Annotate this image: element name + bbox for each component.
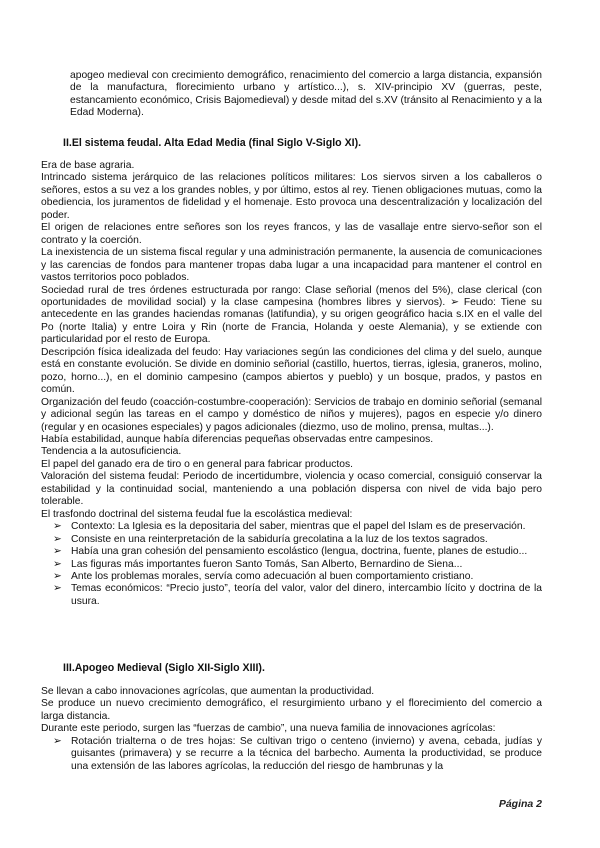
- paragraph: El trasfondo doctrinal del sistema feudal fue la escolástica medieval:: [41, 508, 353, 520]
- paragraph: Era de base agraria.: [41, 160, 135, 171]
- section-heading-medieval-apogee: III.Apogeo Medieval (Siglo XII-Siglo XIII).: [63, 662, 265, 674]
- list-item: ➢ Consiste en una reinterpretación de la sabiduría grecolatina a la luz de los textos sagrados.: [53, 533, 488, 545]
- page-number: Página 2: [498, 798, 542, 810]
- paragraph: Sociedad rural de tres órdenes estructurada por rango: Clase señorial (menos del 5%), clase clerical (con oportunidades de movilidad social) y la clase campesina (hombres libres y siervos). ➢ Feudo: Tiene su antecedente en las grandes haciendas romanas (latifundia), y su origen geográfico hacia s.IX en el valle del Po (norte Italia) y entre Loira y Rin (norte de Francia, Holanda y oeste Alemania), y se extiende con particularidad por el resto de Europa.: [41, 284, 542, 346]
- arrow-bullet-icon: ➢: [53, 533, 62, 545]
- section-body-medieval-apogee: [41, 686, 542, 773]
- arrow-bullet-icon: ➢: [53, 583, 62, 595]
- list-item: ➢ Las figuras más importantes fueron Santo Tomás, San Alberto, Bernardino de Siena...: [53, 558, 463, 570]
- paragraph: Se produce un nuevo crecimiento demográfico, el resurgimiento urbano y el florecimiento del comercio a larga distancia.: [41, 698, 542, 722]
- list-item: ➢ Temas económicos: “Precio justo”, teoría del valor, valor del dinero, intercambio lícito y doctrina de la usura.: [53, 583, 542, 607]
- paragraph: Valoración del sistema feudal: Periodo de incertidumbre, violencia y ocaso comercial, consiguió conservar la estabilidad y la continuidad social, manteniendo a una población dispersa con nivel de vida bajo pero tolerable.: [41, 471, 542, 508]
- paragraph: La inexistencia de un sistema fiscal regular y una administración permanente, la ausencia de comunicaciones y las carencias de fondos para mantener tropas daba lugar a una incapacidad para mantener el control en vastos territorios poco poblados.: [41, 247, 542, 284]
- innovations-bullet-list: [41, 736, 542, 773]
- paragraph: El papel del ganado era de tiro o en general para fabricar productos.: [41, 458, 353, 470]
- arrow-bullet-icon: ➢: [53, 558, 62, 570]
- section-heading-feudal-system: II.El sistema feudal. Alta Edad Media (final Siglo V-Siglo XI).: [63, 137, 362, 149]
- arrow-bullet-icon: ➢: [53, 521, 62, 533]
- paragraph: Organización del feudo (coacción-costumbre-cooperación): Servicios de trabajo en dominio señorial (semanal y adicional según las tareas en el campo y doméstico de niños y mujeres), pagos en especie y/o dinero (regular y en ocasiones especiales) y pagos adicionales (diezmo, uso de molino, prensa, multas...).: [41, 396, 542, 433]
- arrow-bullet-icon: ➢: [53, 735, 62, 747]
- paragraph: Se llevan a cabo innovaciones agrícolas, que aumentan la productividad.: [41, 686, 375, 697]
- list-item: ➢ Rotación trialterna o de tres hojas: Se cultivan trigo o centeno (invierno) y avena, cebada, judías y guisantes (primavera) y se recurre a la técnica del barbecho. Aumenta la productividad, se produce una extensión de las labores agrícolas, la reducción del riesgo de hambrunas y la: [53, 735, 542, 772]
- scholastic-bullet-list: [41, 521, 542, 608]
- list-item: ➢ Había una gran cohesión del pensamiento escolástico (lengua, doctrina, fuente, planes de estudio...: [53, 546, 528, 558]
- arrow-bullet-icon: ➢: [53, 570, 62, 582]
- arrow-bullet-icon: ➢: [53, 546, 62, 558]
- intro-paragraph: apogeo medieval con crecimiento demográfico, renacimiento del comercio a larga distancia, expansión de la manufactura, florecimiento urbano y artístico...), s. XIV-principio XV (guerras, peste, estancamiento económico, Crisis Bajomedieval) y desde mitad del s.XV (tránsito al Renacimiento y a la Edad Moderna).: [70, 70, 542, 119]
- paragraph: Descripción física idealizada del feudo: Hay variaciones según las condiciones del clima y del suelo, aunque está en constante evolución. Se divide en dominio señorial (castillo, huertos, tierras, iglesia, graneros, molino, pozo, horno...), en el dominio campesino (campos abiertos y pueblo) y un bosque, prados, y pastos en común.: [41, 346, 542, 396]
- paragraph: Intrincado sistema jerárquico de las relaciones políticos militares: Los siervos sirven a los caballeros o señores, estos a su vez a los grandes nobles, y por último, estos al rey. Tienen obligaciones mutuas, como la obediencia, los juramentos de fidelidad y el homenaje. Esto provoca una descentralización y localización del poder.: [41, 172, 542, 221]
- paragraph: Durante este periodo, surgen las “fuerzas de cambio”, una nueva familia de innovaciones agrícolas:: [41, 723, 496, 735]
- list-item: ➢ Contexto: La Iglesia es la depositaria del saber, mientras que el papel del Islam es de preservación.: [53, 521, 526, 533]
- paragraph: Había estabilidad, aunque había diferencias pequeñas observadas entre campesinos.: [41, 433, 434, 445]
- paragraph: El origen de relaciones entre señores son los reyes francos, y las de vasallaje entre siervo-señor son el contrato y la coerción.: [41, 222, 542, 246]
- section-body-feudal-system: [41, 160, 542, 608]
- paragraph: Tendencia a la autosuficiencia.: [41, 446, 182, 458]
- list-item: ➢ Ante los problemas morales, servía como adecuación al buen comportamiento cristiano.: [53, 570, 474, 582]
